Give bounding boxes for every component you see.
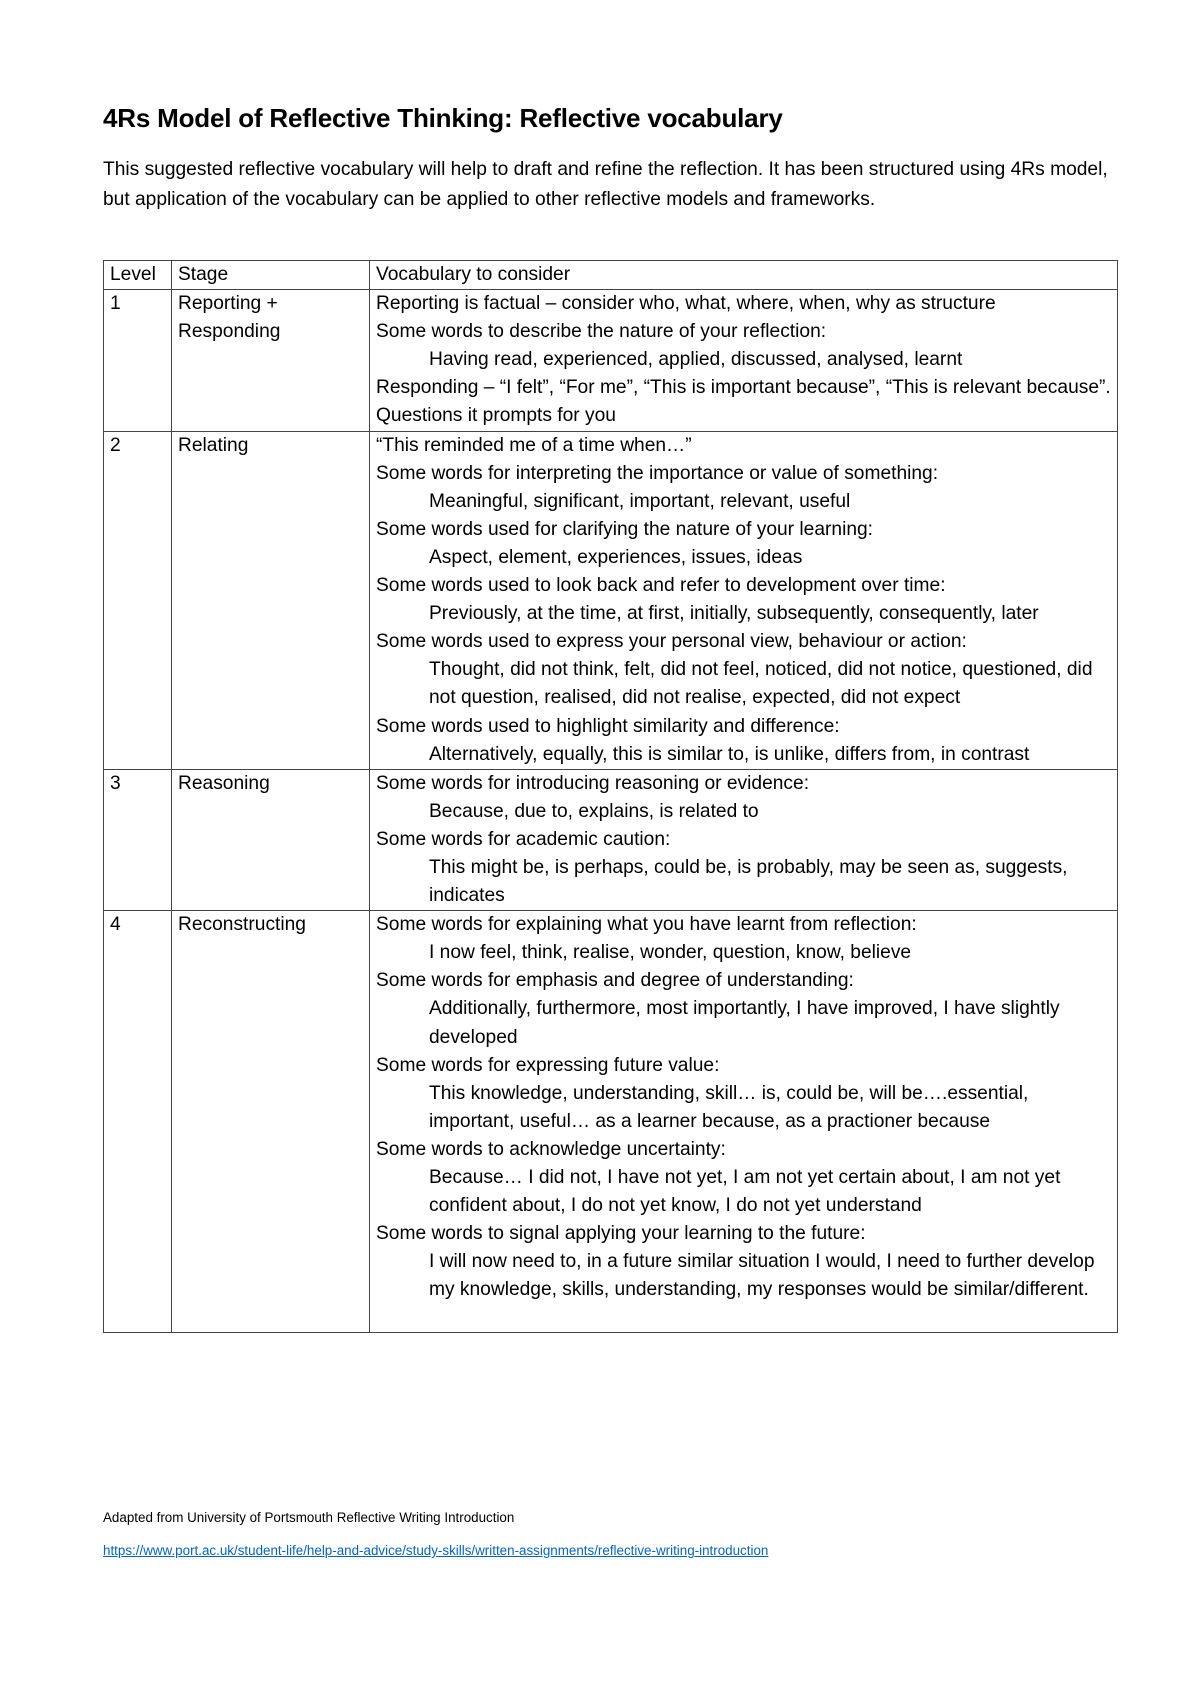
table-row (104, 911, 1118, 1333)
vocab-heading: Some words for academic caution: (376, 828, 671, 850)
header-level: Level (104, 261, 172, 290)
vocab-words: Aspect, element, experiences, issues, ideas (429, 546, 803, 568)
vocab-line: Reporting is factual – consider who, what, where, when, why as structure (376, 293, 996, 315)
vocab-words: I now feel, think, realise, wonder, question, know, believe (429, 942, 912, 964)
vocab-line: Responding – “I felt”, “For me”, “This is important because”, “This is relevant because”. (376, 377, 1111, 399)
stage-cell: Reconstructing (172, 911, 370, 1333)
table-header-row (104, 261, 1118, 290)
vocab-words: Because, due to, explains, is related to (429, 800, 759, 822)
vocab-words: Because… I did not, I have not yet, I am not yet certain about, I am not yet confident about, I do not yet know, I do not yet understand (429, 1167, 1061, 1217)
level-cell: 3 (104, 769, 172, 910)
vocab-heading: Some words used to look back and refer to development over time: (376, 575, 946, 597)
intro-paragraph: This suggested reflective vocabulary will help to draft and refine the reflection. It has been structured using 4Rs model, but application of the vocabulary can be applied to other reflective models and frameworks. (103, 159, 1108, 210)
table-row (104, 290, 1118, 431)
table-row (104, 769, 1118, 910)
vocab-heading: Some words to describe the nature of your reflection: (376, 321, 827, 343)
vocab-words: Previously, at the time, at first, initially, subsequently, consequently, later (429, 603, 1039, 625)
header-vocabulary: Vocabulary to consider (370, 261, 1118, 290)
stage-cell: Reasoning (172, 769, 370, 910)
vocabulary-cell (370, 911, 1118, 1333)
vocab-heading: Some words used for clarifying the nature of your learning: (376, 518, 874, 540)
vocab-heading: Some words to signal applying your learning to the future: (376, 1223, 866, 1245)
vocab-heading: Some words for expressing future value: (376, 1054, 720, 1076)
vocab-words: Thought, did not think, felt, did not feel, noticed, did not notice, questioned, did not question, realised, did not realise, expected, did not expect (429, 659, 1093, 709)
vocab-words: This knowledge, understanding, skill… is, could be, will be….essential, important, useful… as a learner because, as a practioner because (429, 1082, 1029, 1132)
vocab-heading: Some words used to express your personal view, behaviour or action: (376, 631, 967, 653)
vocabulary-cell (370, 431, 1118, 769)
vocab-words: I will now need to, in a future similar situation I would, I need to further develop my knowledge, skills, understanding, my responses would be similar/different. (429, 1251, 1095, 1301)
vocab-line: Questions it prompts for you (376, 405, 616, 427)
level-cell: 4 (104, 911, 172, 1333)
vocab-words: Alternatively, equally, this is similar to, is unlike, differs from, in contrast (429, 743, 1030, 765)
vocab-words: This might be, is perhaps, could be, is probably, may be seen as, suggests, indicates (429, 856, 1068, 907)
vocab-words: Additionally, furthermore, most importantly, I have improved, I have slightly developed (429, 998, 1060, 1048)
vocab-words: Having read, experienced, applied, discussed, analysed, learnt (429, 349, 963, 371)
stage-cell: Relating (172, 431, 370, 769)
source-attribution: Adapted from University of Portsmouth Reflective Writing Introduction (103, 1510, 515, 1525)
vocab-heading: Some words for emphasis and degree of understanding: (376, 970, 854, 992)
vocab-heading: Some words used to highlight similarity and difference: (376, 715, 840, 737)
page-title: 4Rs Model of Reflective Thinking: Reflective vocabulary (103, 103, 783, 133)
level-cell: 2 (104, 431, 172, 769)
vocab-heading: Some words for interpreting the importance or value of something: (376, 462, 939, 484)
vocabulary-cell (370, 769, 1118, 910)
vocabulary-cell (370, 290, 1118, 431)
vocab-words: Meaningful, significant, important, relevant, useful (429, 490, 851, 512)
level-cell: 1 (104, 290, 172, 431)
vocab-line: “This reminded me of a time when…” (376, 434, 692, 456)
stage-cell: Reporting + Responding (172, 290, 370, 431)
source-link[interactable]: https://www.port.ac.uk/student-life/help-and-advice/study-skills/written-assignments/reflective-writing-introduction (103, 1543, 769, 1558)
vocab-heading: Some words for introducing reasoning or evidence: (376, 772, 810, 794)
vocabulary-table (103, 260, 1118, 1333)
header-stage: Stage (172, 261, 370, 290)
vocab-heading: Some words to acknowledge uncertainty: (376, 1138, 726, 1160)
table-row (104, 431, 1118, 769)
vocab-heading: Some words for explaining what you have learnt from reflection: (376, 914, 917, 936)
